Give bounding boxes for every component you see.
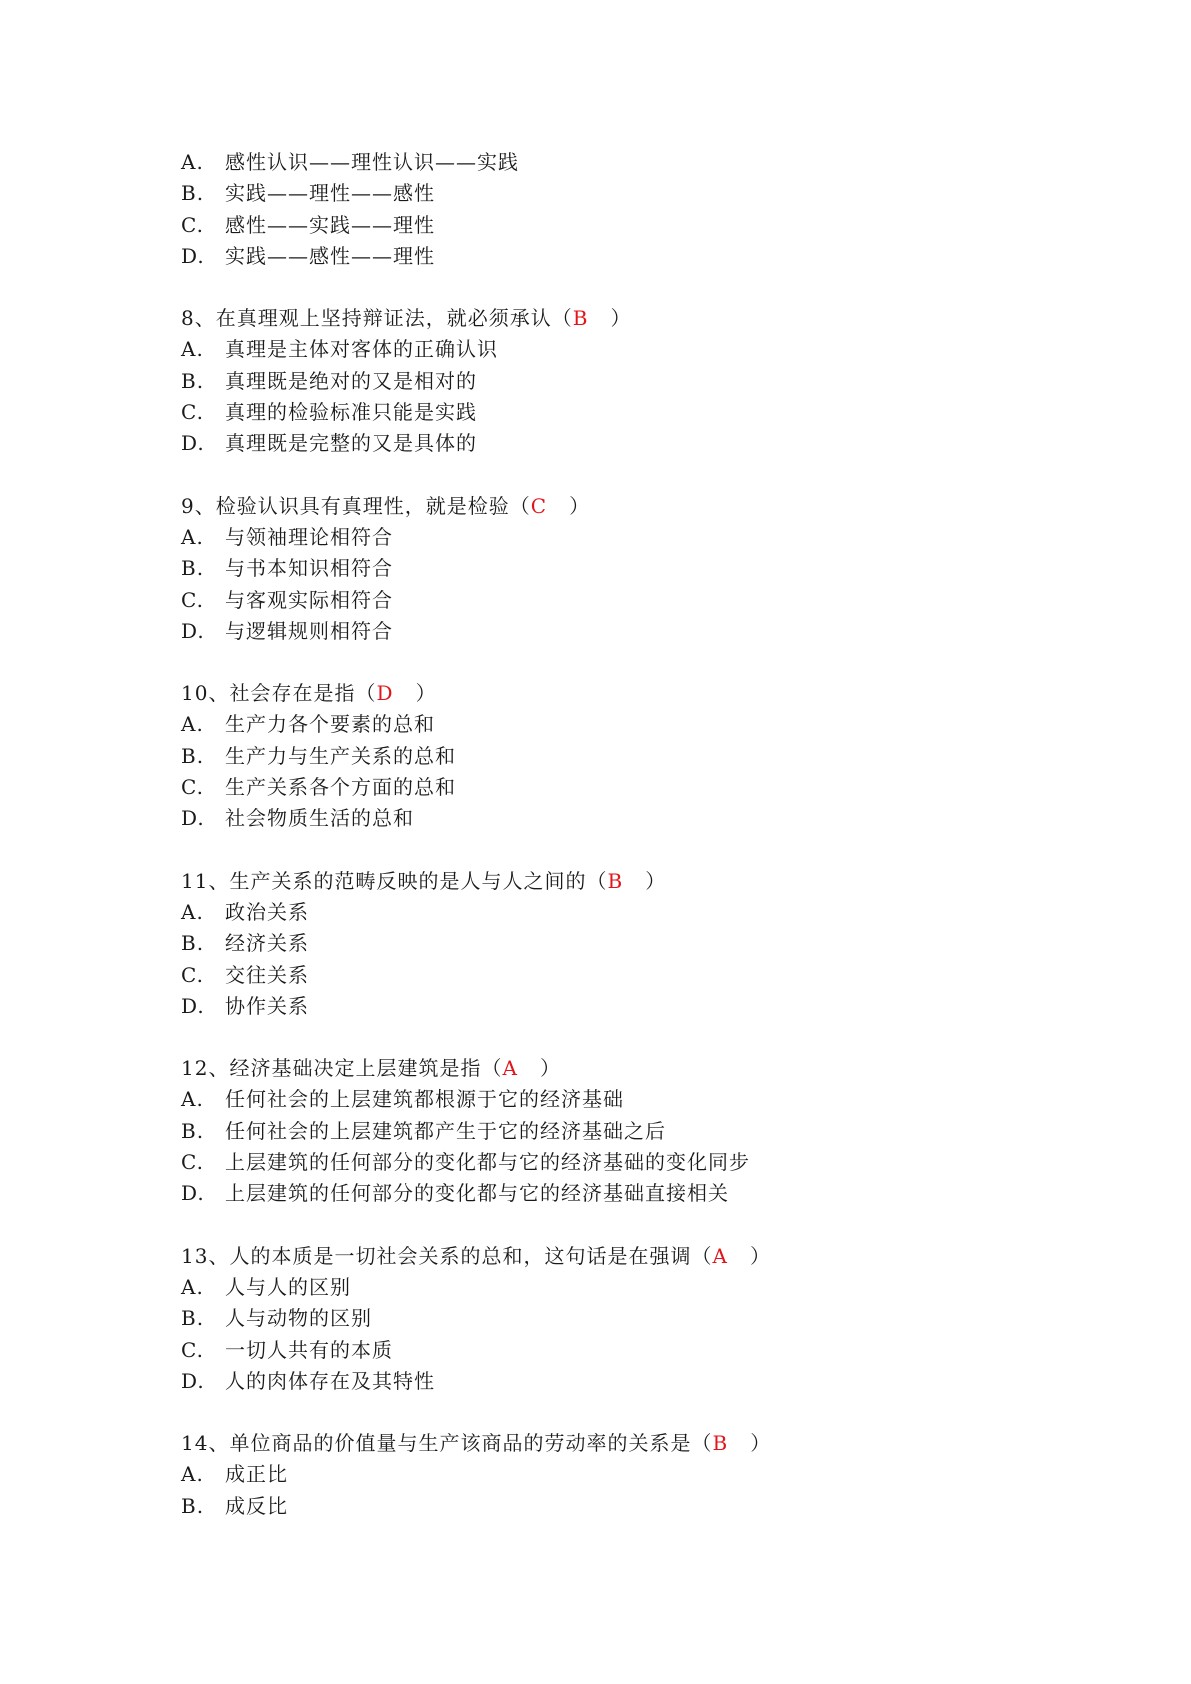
option-letter: A. xyxy=(181,712,204,737)
spacer xyxy=(181,647,1081,678)
option-letter: D. xyxy=(181,431,205,456)
option-line xyxy=(181,1147,1081,1178)
question-stem xyxy=(181,1241,1081,1272)
closing-paren: ） xyxy=(569,493,591,518)
option-line xyxy=(181,334,1081,365)
option-letter: C. xyxy=(181,212,204,237)
option-letter: B. xyxy=(181,743,205,768)
option-letter: A. xyxy=(181,337,204,362)
question-text: 12、经济基础决定上层建筑是指（ xyxy=(181,1056,503,1081)
answer-letter: B xyxy=(712,1431,729,1456)
question-stem xyxy=(181,1053,1081,1084)
question-stem xyxy=(181,491,1081,522)
option-letter: D. xyxy=(181,993,205,1018)
option-text: 与客观实际相符合 xyxy=(225,587,393,612)
question-stem xyxy=(181,866,1081,897)
option-letter: B. xyxy=(181,1493,205,1518)
option-text: 任何社会的上层建筑都产生于它的经济基础之后 xyxy=(225,1118,666,1143)
question-text: 13、人的本质是一切社会关系的总和，这句话是在强调（ xyxy=(181,1243,713,1268)
option-line xyxy=(181,928,1081,959)
answer-letter: D xyxy=(376,681,394,706)
answer-letter: B xyxy=(572,306,589,331)
option-line xyxy=(181,1178,1081,1209)
option-text: 政治关系 xyxy=(225,899,309,924)
option-letter: B. xyxy=(181,556,205,581)
question-block xyxy=(181,1428,1081,1522)
option-letter: B. xyxy=(181,1306,205,1331)
option-line xyxy=(181,366,1081,397)
spacer xyxy=(181,460,1081,491)
option-letter: D. xyxy=(181,1181,205,1206)
option-line xyxy=(181,1084,1081,1115)
option-line xyxy=(181,616,1081,647)
option-line xyxy=(181,1335,1081,1366)
closing-paren: ） xyxy=(750,1431,772,1456)
option-text: 真理既是绝对的又是相对的 xyxy=(225,368,477,393)
option-line xyxy=(181,772,1081,803)
question-block xyxy=(181,1241,1081,1397)
spacer xyxy=(181,1210,1081,1241)
option-line xyxy=(181,960,1081,991)
answer-letter: A xyxy=(502,1056,518,1081)
question-text: 8、在真理观上坚持辩证法，就必须承认（ xyxy=(181,306,573,331)
closing-paren: ） xyxy=(749,1243,771,1268)
option-line xyxy=(181,709,1081,740)
option-line xyxy=(181,178,1081,209)
option-letter: C. xyxy=(181,775,204,800)
option-letter: D. xyxy=(181,1368,205,1393)
option-line xyxy=(181,1303,1081,1334)
option-letter: A. xyxy=(181,899,204,924)
option-letter: C. xyxy=(181,1337,204,1362)
option-text: 与逻辑规则相符合 xyxy=(225,618,393,643)
question-block xyxy=(181,491,1081,647)
option-text: 成反比 xyxy=(225,1493,288,1518)
answer-letter: A xyxy=(712,1243,728,1268)
option-letter: C. xyxy=(181,962,204,987)
option-text: 经济关系 xyxy=(225,931,309,956)
spacer xyxy=(181,835,1081,866)
option-text: 与领袖理论相符合 xyxy=(225,524,393,549)
option-text: 真理的检验标准只能是实践 xyxy=(225,400,477,425)
option-letter: B. xyxy=(181,1118,205,1143)
option-text: 成正比 xyxy=(225,1462,288,1487)
option-text: 社会物质生活的总和 xyxy=(225,806,414,831)
option-letter: C. xyxy=(181,587,204,612)
question-stem xyxy=(181,303,1081,334)
option-line xyxy=(181,585,1081,616)
option-text: 人与人的区别 xyxy=(225,1274,351,1299)
option-text: 任何社会的上层建筑都根源于它的经济基础 xyxy=(225,1087,624,1112)
option-text: 生产力与生产关系的总和 xyxy=(225,743,456,768)
question-block xyxy=(181,866,1081,1022)
option-line xyxy=(181,553,1081,584)
question-stem xyxy=(181,678,1081,709)
option-text: 实践——理性——感性 xyxy=(225,181,435,206)
option-text: 人的肉体存在及其特性 xyxy=(225,1368,435,1393)
question-block xyxy=(181,678,1081,834)
option-letter: B. xyxy=(181,181,205,206)
option-letter: A. xyxy=(181,150,204,174)
closing-paren: ） xyxy=(610,306,632,331)
option-line xyxy=(181,1459,1081,1490)
question-list xyxy=(181,147,1081,1522)
question-block xyxy=(181,303,1081,459)
option-letter: B. xyxy=(181,368,205,393)
option-line xyxy=(181,1366,1081,1397)
option-text: 上层建筑的任何部分的变化都与它的经济基础直接相关 xyxy=(225,1181,729,1206)
option-text: 真理是主体对客体的正确认识 xyxy=(225,337,498,362)
option-text: 交往关系 xyxy=(225,962,309,987)
option-line xyxy=(181,803,1081,834)
option-line xyxy=(181,241,1081,272)
option-text: 一切人共有的本质 xyxy=(225,1337,393,1362)
question-text: 9、检验认识具有真理性，就是检验（ xyxy=(181,493,531,518)
option-text: 真理既是完整的又是具体的 xyxy=(225,431,477,456)
spacer xyxy=(181,272,1081,303)
option-line xyxy=(181,1272,1081,1303)
answer-letter: C xyxy=(530,493,548,518)
option-letter: D. xyxy=(181,806,205,831)
option-line xyxy=(181,897,1081,928)
option-letter: D. xyxy=(181,243,205,268)
option-text: 与书本知识相符合 xyxy=(225,556,393,581)
leading-options xyxy=(181,147,1081,272)
option-line xyxy=(181,397,1081,428)
option-line xyxy=(181,991,1081,1022)
option-letter: C. xyxy=(181,400,204,425)
option-text: 感性认识——理性认识——实践 xyxy=(225,150,519,174)
option-line xyxy=(181,147,1081,178)
option-letter: D. xyxy=(181,618,205,643)
question-text: 14、单位商品的价值量与生产该商品的劳动率的关系是（ xyxy=(181,1431,713,1456)
option-line xyxy=(181,1116,1081,1147)
spacer xyxy=(181,1022,1081,1053)
option-text: 实践——感性——理性 xyxy=(225,243,435,268)
question-text: 11、生产关系的范畴反映的是人与人之间的（ xyxy=(181,868,608,893)
option-letter: A. xyxy=(181,1087,204,1112)
closing-paren: ） xyxy=(539,1056,561,1081)
option-line xyxy=(181,428,1081,459)
closing-paren: ） xyxy=(645,868,667,893)
option-letter: A. xyxy=(181,1462,204,1487)
option-text: 生产关系各个方面的总和 xyxy=(225,775,456,800)
option-line xyxy=(181,1491,1081,1522)
closing-paren: ） xyxy=(415,681,437,706)
option-line xyxy=(181,210,1081,241)
question-block xyxy=(181,1053,1081,1209)
option-text: 感性——实践——理性 xyxy=(225,212,435,237)
option-line xyxy=(181,522,1081,553)
option-text: 协作关系 xyxy=(225,993,309,1018)
option-letter: A. xyxy=(181,524,204,549)
question-text: 10、社会存在是指（ xyxy=(181,681,377,706)
spacer xyxy=(181,1397,1081,1428)
answer-letter: B xyxy=(607,868,624,893)
question-stem xyxy=(181,1428,1081,1459)
option-letter: B. xyxy=(181,931,205,956)
option-text: 人与动物的区别 xyxy=(225,1306,372,1331)
option-line xyxy=(181,741,1081,772)
option-text: 生产力各个要素的总和 xyxy=(225,712,435,737)
option-text: 上层建筑的任何部分的变化都与它的经济基础的变化同步 xyxy=(225,1150,750,1175)
option-letter: A. xyxy=(181,1274,204,1299)
option-letter: C. xyxy=(181,1150,204,1175)
